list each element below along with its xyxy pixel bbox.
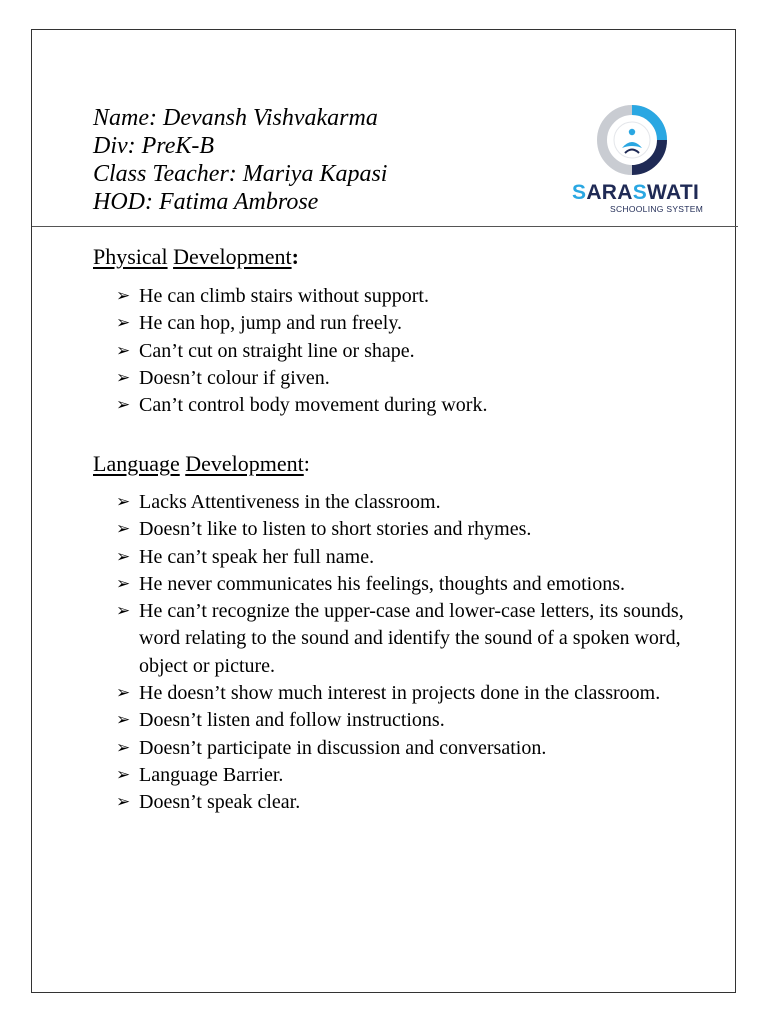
list-item bbox=[116, 762, 696, 789]
logo-letter: S bbox=[632, 181, 648, 204]
list-item bbox=[116, 310, 696, 337]
school-logo bbox=[570, 104, 710, 216]
heading-word: Physical bbox=[93, 244, 168, 269]
list-item-text: Doesn’t like to listen to short stories and rhymes. bbox=[139, 518, 532, 541]
arrow-bullet-icon: ➢ bbox=[116, 492, 131, 512]
arrow-bullet-icon: ➢ bbox=[116, 710, 131, 731]
student-division: Div: PreK-B bbox=[93, 133, 215, 159]
list-item bbox=[116, 489, 696, 516]
school-emblem-icon bbox=[570, 104, 710, 184]
class-teacher: Class Teacher: Mariya Kapasi bbox=[93, 161, 388, 187]
physical-development-list bbox=[116, 283, 696, 419]
header-divider bbox=[32, 226, 738, 227]
list-item-text: He never communicates his feelings, thoughts and emotions. bbox=[139, 572, 626, 595]
heading-colon: : bbox=[303, 451, 310, 476]
logo-letters: WATI bbox=[647, 181, 700, 204]
physical-development-heading bbox=[93, 244, 299, 270]
list-item bbox=[116, 544, 696, 571]
list-item-text: He can climb stairs without support. bbox=[139, 285, 429, 307]
arrow-bullet-icon: ➢ bbox=[116, 313, 131, 334]
list-item bbox=[116, 707, 696, 734]
list-item-text: He can’t recognize the upper-case and lower-case letters, its sounds, word relating to the sound and identify the sound of a spoken word, object or picture. bbox=[139, 600, 684, 677]
list-item bbox=[116, 365, 696, 392]
list-item bbox=[116, 598, 696, 680]
list-item bbox=[116, 789, 696, 816]
arrow-bullet-icon: ➢ bbox=[116, 573, 131, 594]
list-item bbox=[116, 735, 696, 762]
list-item-text: Can’t control body movement during work. bbox=[139, 394, 488, 417]
list-item bbox=[116, 680, 696, 707]
list-item-text: He can hop, jump and run freely. bbox=[139, 312, 403, 335]
list-item-text: Language Barrier. bbox=[139, 763, 284, 786]
logo-wordmark bbox=[572, 181, 699, 205]
logo-tagline: SCHOOLING SYSTEM bbox=[610, 204, 704, 214]
student-name: Name: Devansh Vishvakarma bbox=[93, 105, 378, 131]
heading-colon: : bbox=[291, 244, 299, 269]
list-item bbox=[116, 516, 696, 543]
list-item bbox=[116, 338, 696, 365]
list-item-text: Lacks Attentiveness in the classroom. bbox=[139, 491, 441, 513]
list-item-text: Doesn’t listen and follow instructions. bbox=[139, 709, 445, 732]
arrow-bullet-icon: ➢ bbox=[116, 683, 131, 704]
arrow-bullet-icon: ➢ bbox=[116, 395, 131, 416]
arrow-bullet-icon: ➢ bbox=[116, 367, 131, 388]
arrow-bullet-icon: ➢ bbox=[116, 286, 131, 306]
heading-word: Development bbox=[185, 451, 304, 476]
list-item-text: Doesn’t speak clear. bbox=[139, 791, 301, 814]
heading-word: Language bbox=[93, 451, 180, 476]
language-development-list bbox=[116, 489, 696, 817]
list-item-text: He can’t speak her full name. bbox=[139, 545, 375, 568]
arrow-bullet-icon: ➢ bbox=[116, 792, 131, 813]
arrow-bullet-icon: ➢ bbox=[116, 546, 131, 567]
arrow-bullet-icon: ➢ bbox=[116, 764, 131, 785]
list-item bbox=[116, 571, 696, 598]
logo-letters: ARA bbox=[586, 181, 633, 204]
arrow-bullet-icon: ➢ bbox=[116, 601, 131, 622]
arrow-bullet-icon: ➢ bbox=[116, 519, 131, 540]
student-info bbox=[93, 104, 387, 216]
list-item-text: Doesn’t colour if given. bbox=[139, 366, 330, 389]
list-item-text: Can’t cut on straight line or shape. bbox=[139, 339, 415, 362]
arrow-bullet-icon: ➢ bbox=[116, 340, 131, 361]
language-development-heading bbox=[93, 451, 310, 477]
list-item bbox=[116, 283, 696, 310]
heading-word: Development bbox=[173, 244, 292, 269]
arrow-bullet-icon: ➢ bbox=[116, 737, 131, 758]
logo-letter: S bbox=[572, 181, 587, 204]
hod: HOD: Fatima Ambrose bbox=[93, 189, 319, 215]
list-item-text: Doesn’t participate in discussion and conversation. bbox=[139, 736, 547, 759]
list-item-text: He doesn’t show much interest in projects done in the classroom. bbox=[139, 682, 661, 705]
list-item bbox=[116, 392, 696, 419]
